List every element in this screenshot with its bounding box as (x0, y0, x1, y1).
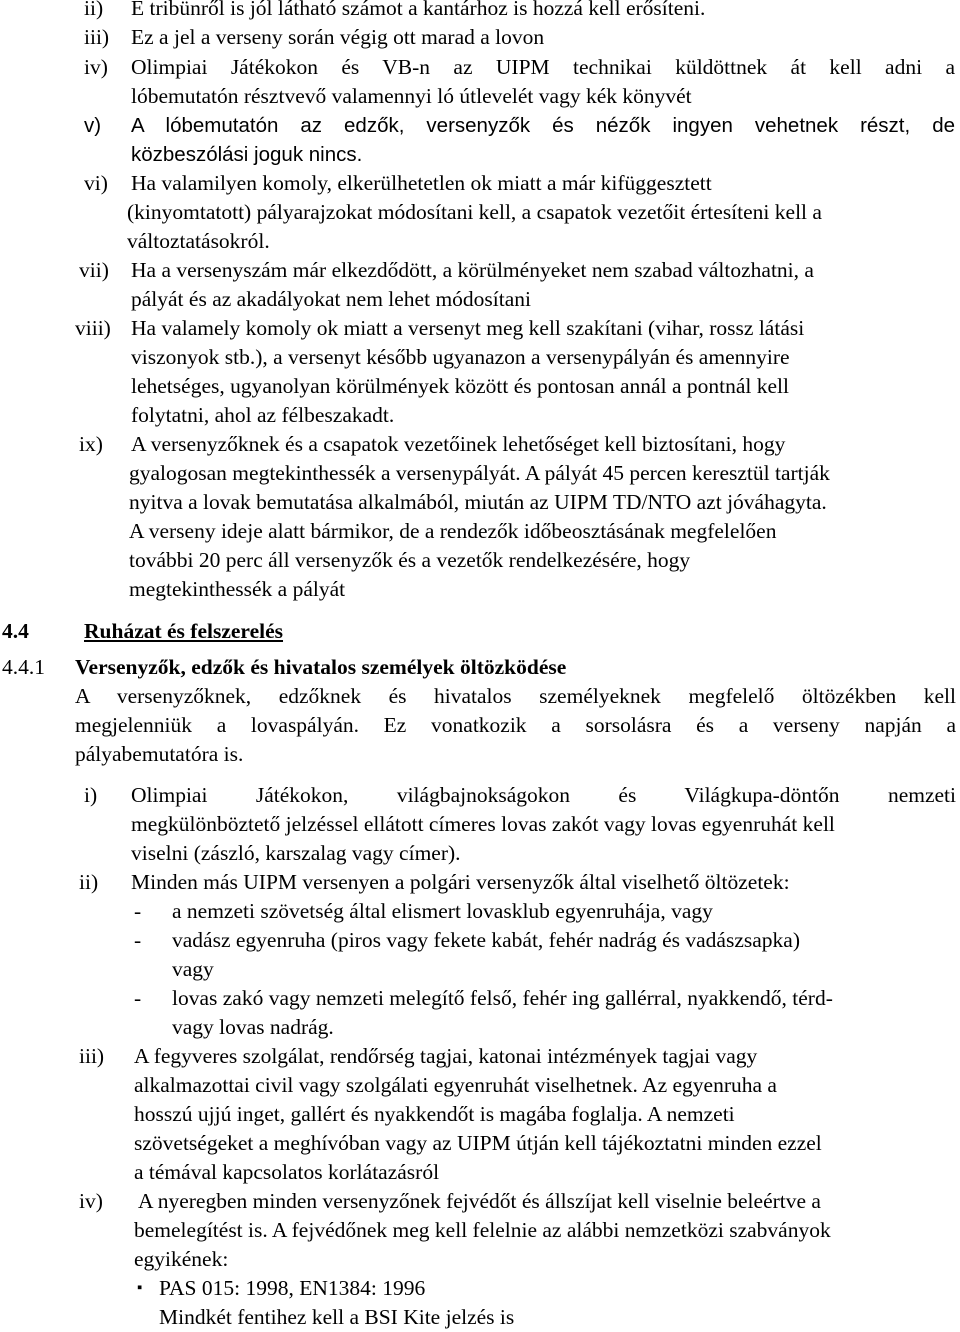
list-text-line: nyitva a lovak bemutatása alkalmából, miután az UIPM TD/NTO azt jóváhagyta. (129, 490, 827, 514)
list-text-line: további 20 perc áll versenyzők és a vezetők rendelkezésére, hogy (129, 548, 691, 572)
list-text-line: A lóbemutatón az edzők, versenyzők és nézők ingyen vehetnek részt, de (131, 114, 955, 137)
list-label: ii) (79, 870, 99, 894)
list-text-line: megkülönböztető jelzéssel ellátott címeres lovas zakót vagy lovas egyenruhát kell (131, 812, 835, 836)
list-text-line: folytatni, ahol az félbeszakadt. (131, 403, 395, 427)
list-text-line: A fegyveres szolgálat, rendőrség tagjai, katonai intézmények tagjai vagy (134, 1044, 758, 1068)
list-text-line: Ha a versenyszám már elkezdődött, a körülményeket nem szabad változhatni, a (131, 258, 814, 282)
list-text-line: viszonyok stb.), a versenyt később ugyanazon a versenypályán és amennyire (131, 345, 790, 369)
dash-item-line: a nemzeti szövetség által elismert lovasklub egyenruhája, vagy (172, 899, 713, 923)
list-label: iv) (79, 1189, 103, 1213)
list-label: ix) (79, 432, 103, 456)
dash-item-line: vagy lovas nadrág. (172, 1015, 334, 1039)
bullet-item-line: Mindkét fentihez kell a BSI Kite jelzés is (159, 1305, 515, 1329)
list-text-line: (kinyomtatott) pályarajzokat módosítani kell, a csapatok vezetőit értesíteni kell a (127, 200, 822, 224)
subsection-number: 4.4.1 (2, 655, 45, 679)
bullet-marker: ▪ (137, 1280, 143, 1296)
dash-item-line: vagy (172, 957, 214, 981)
list-text-line: bemelegítést is. A fejvédőnek meg kell felelnie az alábbi nemzetközi szabványok (134, 1218, 831, 1242)
list-text-line: lóbemutatón résztvevő valamennyi ló útlevelét vagy kék könyvét (131, 84, 692, 108)
section-title: Ruházat és felszerelés (84, 619, 284, 643)
paragraph-line: A versenyzőknek, edzőknek és hivatalos személyeknek megfelelő öltözékben kell (75, 684, 956, 708)
list-text-line: a témával kapcsolatos korlátazásról (134, 1160, 440, 1184)
dash-item-line: lovas zakó vagy nemzeti melegítő felső, fehér ing gallérral, nyakkendő, térd- (172, 986, 833, 1010)
list-text-line: hosszú ujjú inget, gallért és nyakkendőt is magába foglalja. A nemzeti (134, 1102, 735, 1126)
paragraph-line: pályabemutatóra is. (75, 742, 244, 766)
list-label: iv) (84, 55, 108, 79)
dash-marker: - (134, 899, 142, 923)
bullet-item-line: PAS 015: 1998, EN1384: 1996 (159, 1276, 426, 1300)
list-text-line: Ha valamely komoly ok miatt a versenyt meg kell szakítani (vihar, rossz látási (131, 316, 805, 340)
list-text-line: változtatásokról. (127, 229, 270, 253)
dash-item-line: vadász egyenruha (piros vagy fekete kabát, fehér nadrág és vadászsapka) (172, 928, 800, 952)
list-label: vii) (79, 258, 109, 282)
list-label: iii) (84, 25, 110, 49)
list-text-line: pályát és az akadályokat nem lehet módosítani (131, 287, 531, 311)
list-text-line: szövetségeket a meghívóban vagy az UIPM útján kell tájékoztatni minden ezzel (134, 1131, 822, 1155)
dash-marker: - (134, 928, 142, 952)
list-text-line: Minden más UIPM versenyen a polgári versenyzők által viselhető öltözetek: (131, 870, 790, 894)
list-text-line: viselni (zászló, karszalag vagy címer). (131, 841, 461, 865)
list-text-line: közbeszólási joguk nincs. (131, 143, 363, 166)
list-text-line: egyikének: (134, 1247, 229, 1271)
list-label: v) (84, 114, 102, 137)
dash-marker: - (134, 986, 142, 1010)
list-label: vi) (84, 171, 108, 195)
list-text-line: A verseny ideje alatt bármikor, de a rendezők időbeosztásának megfelelően (129, 519, 777, 543)
list-text-line: E tribünről is jól látható számot a kantárhoz is hozzá kell erősíteni. (131, 0, 706, 20)
list-text-line: lehetséges, ugyanolyan körülmények között és pontosan annál a pontnál kell (131, 374, 789, 398)
list-label: i) (84, 783, 98, 807)
paragraph-line: megjelenniük a lovaspályán. Ez vonatkozik a sorsolásra és a verseny napján a (75, 713, 956, 737)
list-text-line: Ha valamilyen komoly, elkerülhetetlen ok miatt a már kifüggesztett (131, 171, 712, 195)
list-label: ii) (84, 0, 104, 20)
list-text-line: Olimpiai Játékokon, világbajnokságokon és Világkupa-döntőn nemzeti (131, 783, 956, 807)
list-text-line: alkalmazottai civil vagy szolgálati egyenruhát viselhetnek. Az egyenruha a (134, 1073, 777, 1097)
list-text-line: gyalogosan megtekinthessék a versenypályát. A pályát 45 percen keresztül tartják (129, 461, 830, 485)
list-label: viii) (75, 316, 111, 340)
list-label: iii) (79, 1044, 105, 1068)
list-text-line: A nyeregben minden versenyzőnek fejvédőt és állszíjat kell viselnie beleértve a (138, 1189, 821, 1213)
section-number: 4.4 (2, 619, 29, 643)
list-text-line: A versenyzőknek és a csapatok vezetőinek lehetőséget kell biztosítani, hogy (131, 432, 786, 456)
list-text-line: Ez a jel a verseny során végig ott marad a lovon (131, 25, 545, 49)
list-text-line: megtekinthessék a pályát (129, 577, 346, 601)
subsection-title: Versenyzők, edzők és hivatalos személyek öltözködése (75, 655, 567, 679)
list-text-line: Olimpiai Játékokon és VB-n az UIPM technikai küldöttnek át kell adni a (131, 55, 955, 79)
